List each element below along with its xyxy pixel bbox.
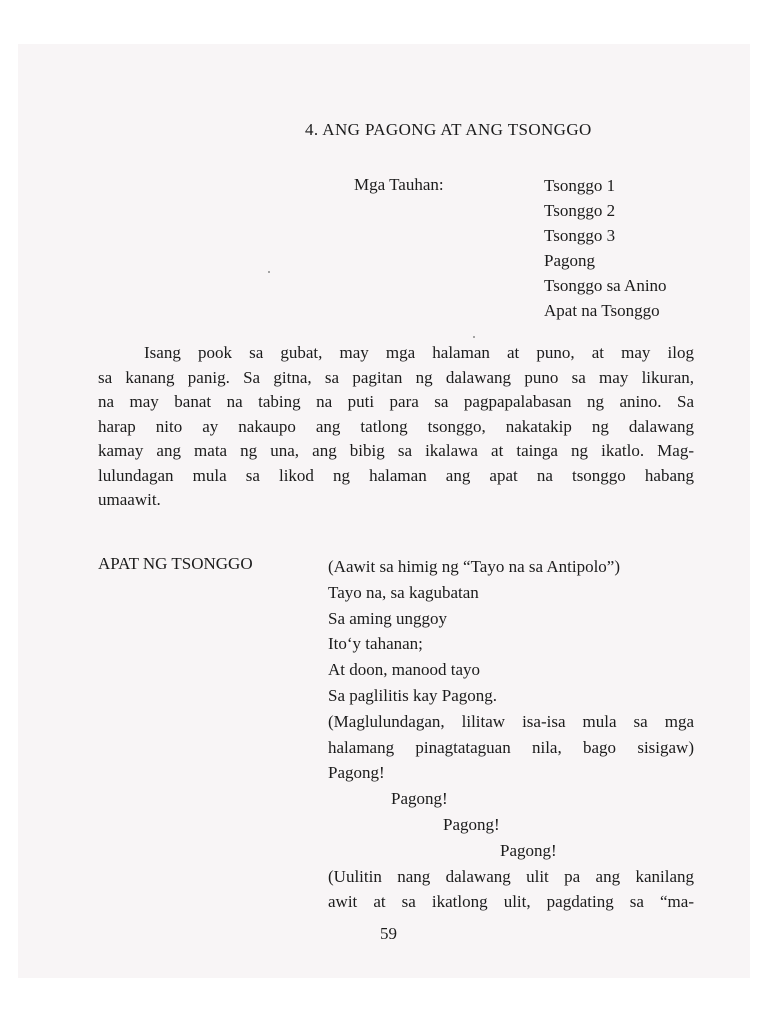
cast-member: Tsonggo 1 [544,176,616,195]
paper-speck [473,336,475,338]
song-line: Sa paglilitis kay Pagong. [328,685,498,705]
paragraph-line: harap nito ay nakaupo ang tatlong tsonggo, nakatakip ng dalawang [98,416,694,436]
cast-member: Apat na Tsonggo [544,301,660,320]
song-line: Sa aming unggoy [328,608,447,628]
setting-paragraph [98,341,694,513]
stage-direction: (Uulitin nang dalawang ulit pa ang kanilang [328,866,694,886]
book-page [18,44,750,978]
shout-line: Pagong! [443,814,500,834]
song-line: At doon, manood tayo [328,660,481,680]
song-line: Tayo na, sa kagubatan [328,582,479,602]
cast-list [544,173,667,323]
stage-direction: (Aawit sa himig ng “Tayo na sa Antipolo”) [328,557,620,576]
page-number: 59 [380,924,397,943]
stage-direction: awit at sa ikatlong ulit, pagdating sa “ma- [328,892,694,912]
paragraph-line: sa kanang panig. Sa gitna, sa pagitan ng dalawang puno sa may likuran, [98,367,694,387]
shout-line: Pagong! [500,840,557,860]
cast-label: Mga Tauhan: [354,175,444,194]
cast-member: Tsonggo 3 [544,226,616,245]
dialogue-block [328,554,694,915]
stage-direction: halamang pinagtataguan nila, bago sisigaw) [328,737,694,757]
shout-line: Pagong! [328,763,385,783]
play-title: 4. ANG PAGONG AT ANG TSONGGO [305,120,592,139]
paragraph-line: lulundagan mula sa likod ng halaman ang apat na tsonggo habang [98,465,694,485]
paragraph-line: umaawit. [98,490,161,509]
song-line: Ito‘y tahanan; [328,634,423,654]
stage-direction: (Maglulundagan, lilitaw isa-isa mula sa mga [328,711,694,731]
cast-member: Tsonggo sa Anino [544,276,667,295]
paragraph-line: na may banat na tabing na puti para sa pagpapalabasan ng anino. Sa [98,392,694,411]
shout-line: Pagong! [391,789,448,809]
paragraph-line: kamay ang mata ng una, ang bibig sa ikalawa at tainga ng ikatlo. Mag- [98,441,694,460]
speaker-name: APAT NG TSONGGO [98,554,253,573]
cast-member: Tsonggo 2 [544,201,616,220]
paragraph-line: Isang pook sa gubat, may mga halaman at puno, at may ilog [144,343,694,362]
paper-speck [268,271,270,273]
cast-member: Pagong [544,251,595,270]
